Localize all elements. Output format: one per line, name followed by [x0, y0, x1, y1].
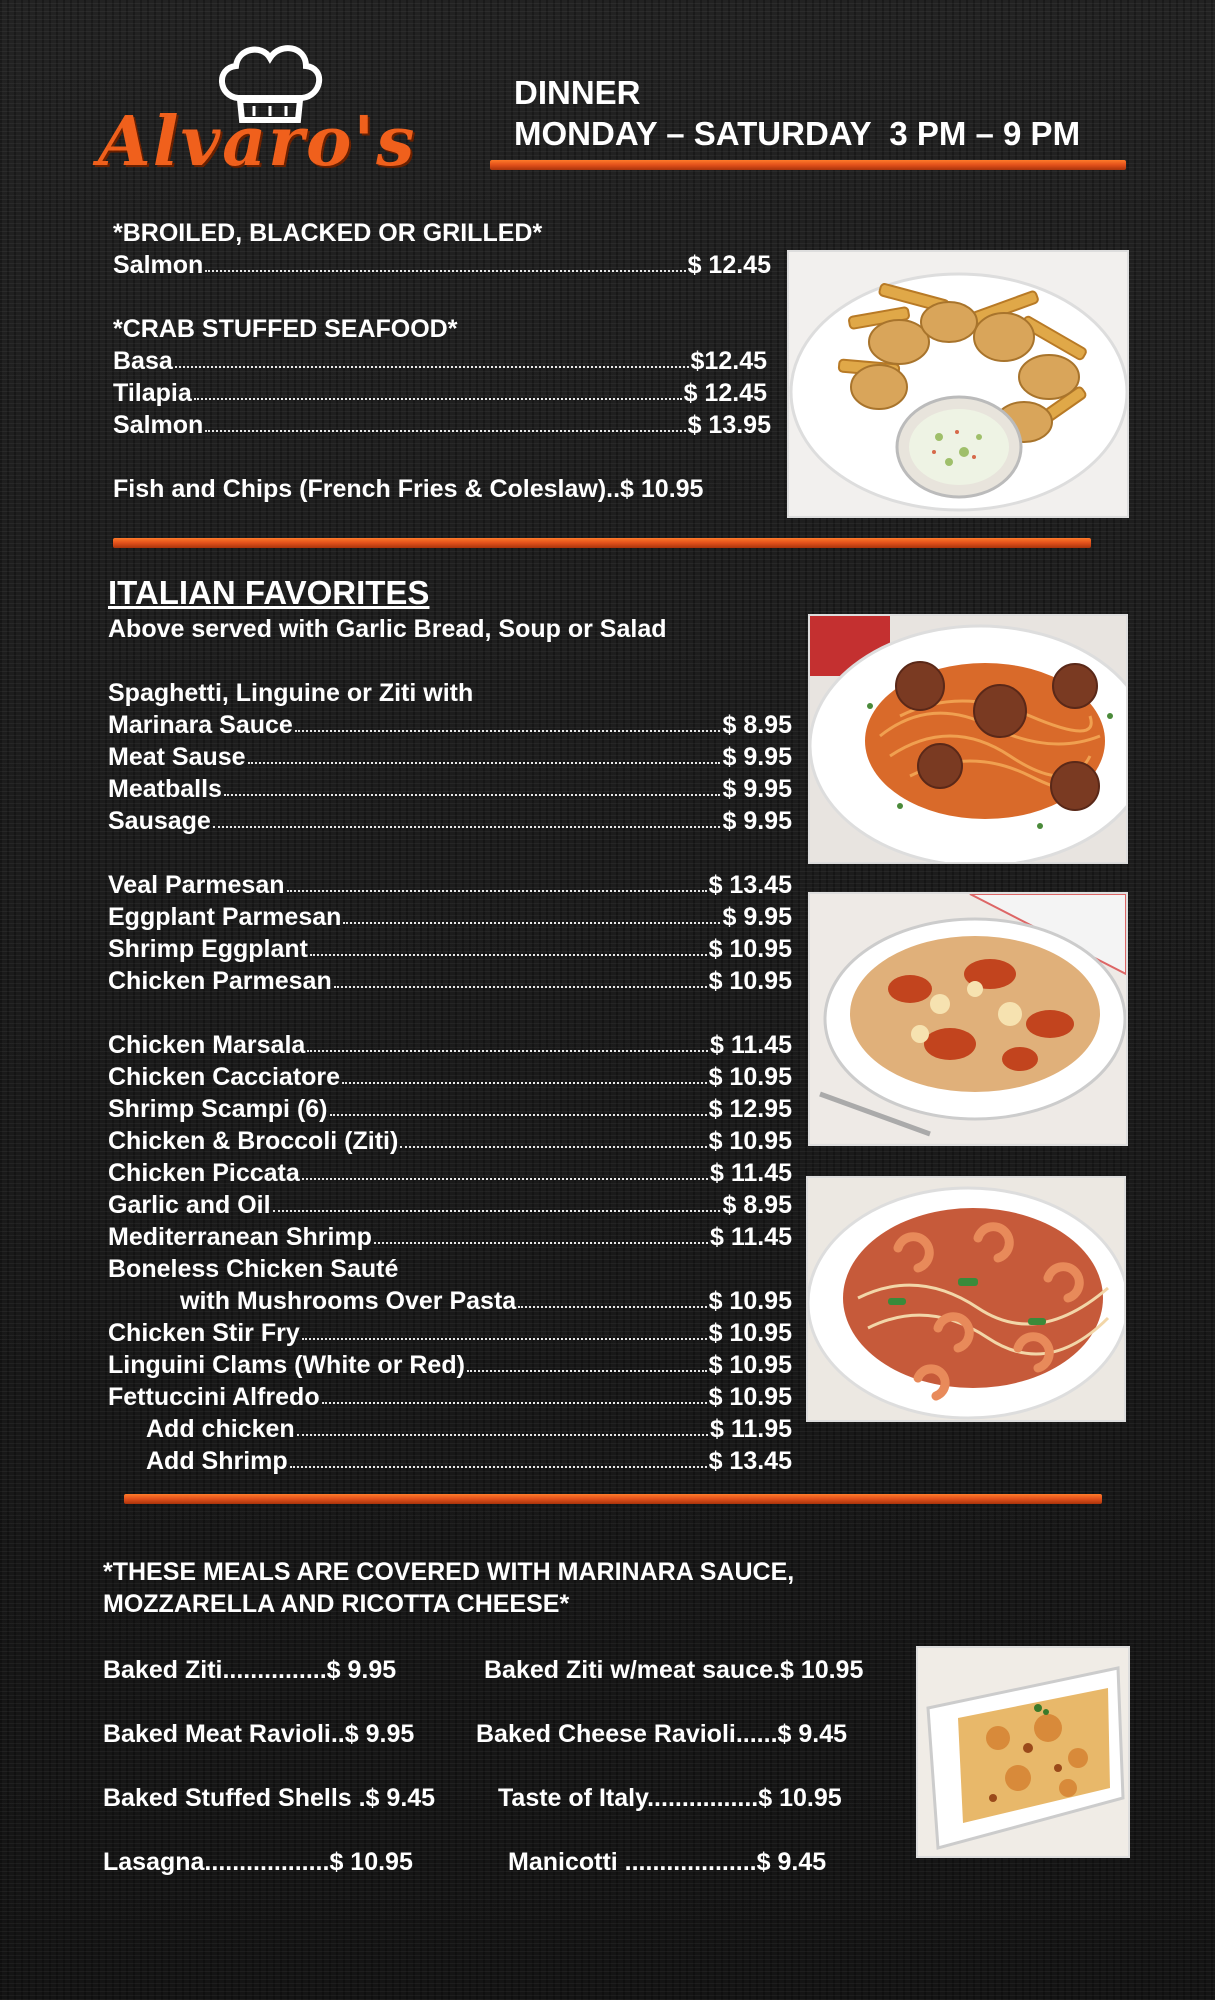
- italian-subtitle: Above served with Garlic Bread, Soup or Salad: [108, 615, 667, 643]
- menu-item: Tilapia $ 12.45: [113, 379, 767, 407]
- crab-heading: *CRAB STUFFED SEAFOOD*: [113, 315, 458, 343]
- menu-item: Chicken & Broccoli (Ziti) $ 10.95: [108, 1127, 792, 1155]
- lasagna-photo: [916, 1646, 1130, 1858]
- baked-item: Manicotti ...................$ 9.45: [508, 1848, 827, 1876]
- baked-item: Baked Cheese Ravioli......$ 9.45: [476, 1720, 848, 1748]
- menu-item: Veal Parmesan $ 13.45: [108, 871, 792, 899]
- fish-and-chips: Fish and Chips (French Fries & Coleslaw)..$ 10.95: [113, 475, 704, 503]
- menu-item: Chicken Piccata $ 11.45: [108, 1159, 792, 1187]
- dinner-title: DINNER: [514, 74, 641, 111]
- menu-item: Eggplant Parmesan $ 9.95: [108, 903, 792, 931]
- dinner-hours: MONDAY – SATURDAY 3 PM – 9 PM: [514, 115, 1081, 152]
- baked-item: Baked Ziti w/meat sauce.$ 10.95: [484, 1656, 864, 1684]
- menu-item: Add Shrimp $ 13.45: [146, 1447, 792, 1475]
- shrimp-pasta-photo: [806, 1176, 1126, 1422]
- header-divider: [490, 160, 1126, 170]
- baked-item: Baked Meat Ravioli..$ 9.95: [103, 1720, 415, 1748]
- menu-item: Add chicken $ 11.95: [146, 1415, 792, 1443]
- section-divider: [124, 1494, 1102, 1504]
- menu-item: Linguini Clams (White or Red) $ 10.95: [108, 1351, 792, 1379]
- menu-item: Sausage $ 9.95: [108, 807, 792, 835]
- brand-name: Alvaro's: [98, 102, 417, 182]
- menu-item: Salmon $ 12.45: [113, 251, 771, 279]
- menu-item: Basa $12.45: [113, 347, 767, 375]
- baked-item: Lasagna..................$ 10.95: [103, 1848, 413, 1876]
- menu-item: Chicken Marsala $ 11.45: [108, 1031, 792, 1059]
- broiled-heading: *BROILED, BLACKED OR GRILLED*: [113, 219, 543, 247]
- baked-item: Taste of Italy................$ 10.95: [498, 1784, 842, 1812]
- restaurant-logo: [98, 40, 478, 190]
- menu-item: Garlic and Oil $ 8.95: [108, 1191, 792, 1219]
- menu-item: Chicken Stir Fry $ 10.95: [108, 1319, 792, 1347]
- menu-item: Shrimp Scampi (6) $ 12.95: [108, 1095, 792, 1123]
- eggplant-parmesan-photo: [808, 892, 1128, 1146]
- menu-item: Chicken Parmesan $ 10.95: [108, 967, 792, 995]
- fish-and-chips-photo: [787, 250, 1129, 518]
- menu-item: Salmon $ 13.95: [113, 411, 771, 439]
- baked-note-line2: MOZZARELLA AND RICOTTA CHEESE*: [103, 1590, 570, 1618]
- pasta-heading: Spaghetti, Linguine or Ziti with: [108, 679, 474, 707]
- menu-item: Meatballs $ 9.95: [108, 775, 792, 803]
- menu-item: Fettuccini Alfredo $ 10.95: [108, 1383, 792, 1411]
- baked-note-line1: *THESE MEALS ARE COVERED WITH MARINARA SAUCE,: [103, 1558, 795, 1586]
- baked-item: Baked Stuffed Shells .$ 9.45: [103, 1784, 436, 1812]
- menu-item: with Mushrooms Over Pasta $ 10.95: [180, 1287, 792, 1315]
- menu-item: Shrimp Eggplant $ 10.95: [108, 935, 792, 963]
- spaghetti-meatballs-photo: [808, 614, 1128, 864]
- menu-item: Marinara Sauce $ 8.95: [108, 711, 792, 739]
- baked-item: Baked Ziti...............$ 9.95: [103, 1656, 397, 1684]
- menu-item: Chicken Cacciatore $ 10.95: [108, 1063, 792, 1091]
- menu-item: Meat Sause $ 9.95: [108, 743, 792, 771]
- saute-heading: Boneless Chicken Sauté: [108, 1255, 399, 1283]
- italian-title: ITALIAN FAVORITES: [108, 574, 430, 611]
- section-divider: [113, 538, 1091, 548]
- menu-item: Mediterranean Shrimp $ 11.45: [108, 1223, 792, 1251]
